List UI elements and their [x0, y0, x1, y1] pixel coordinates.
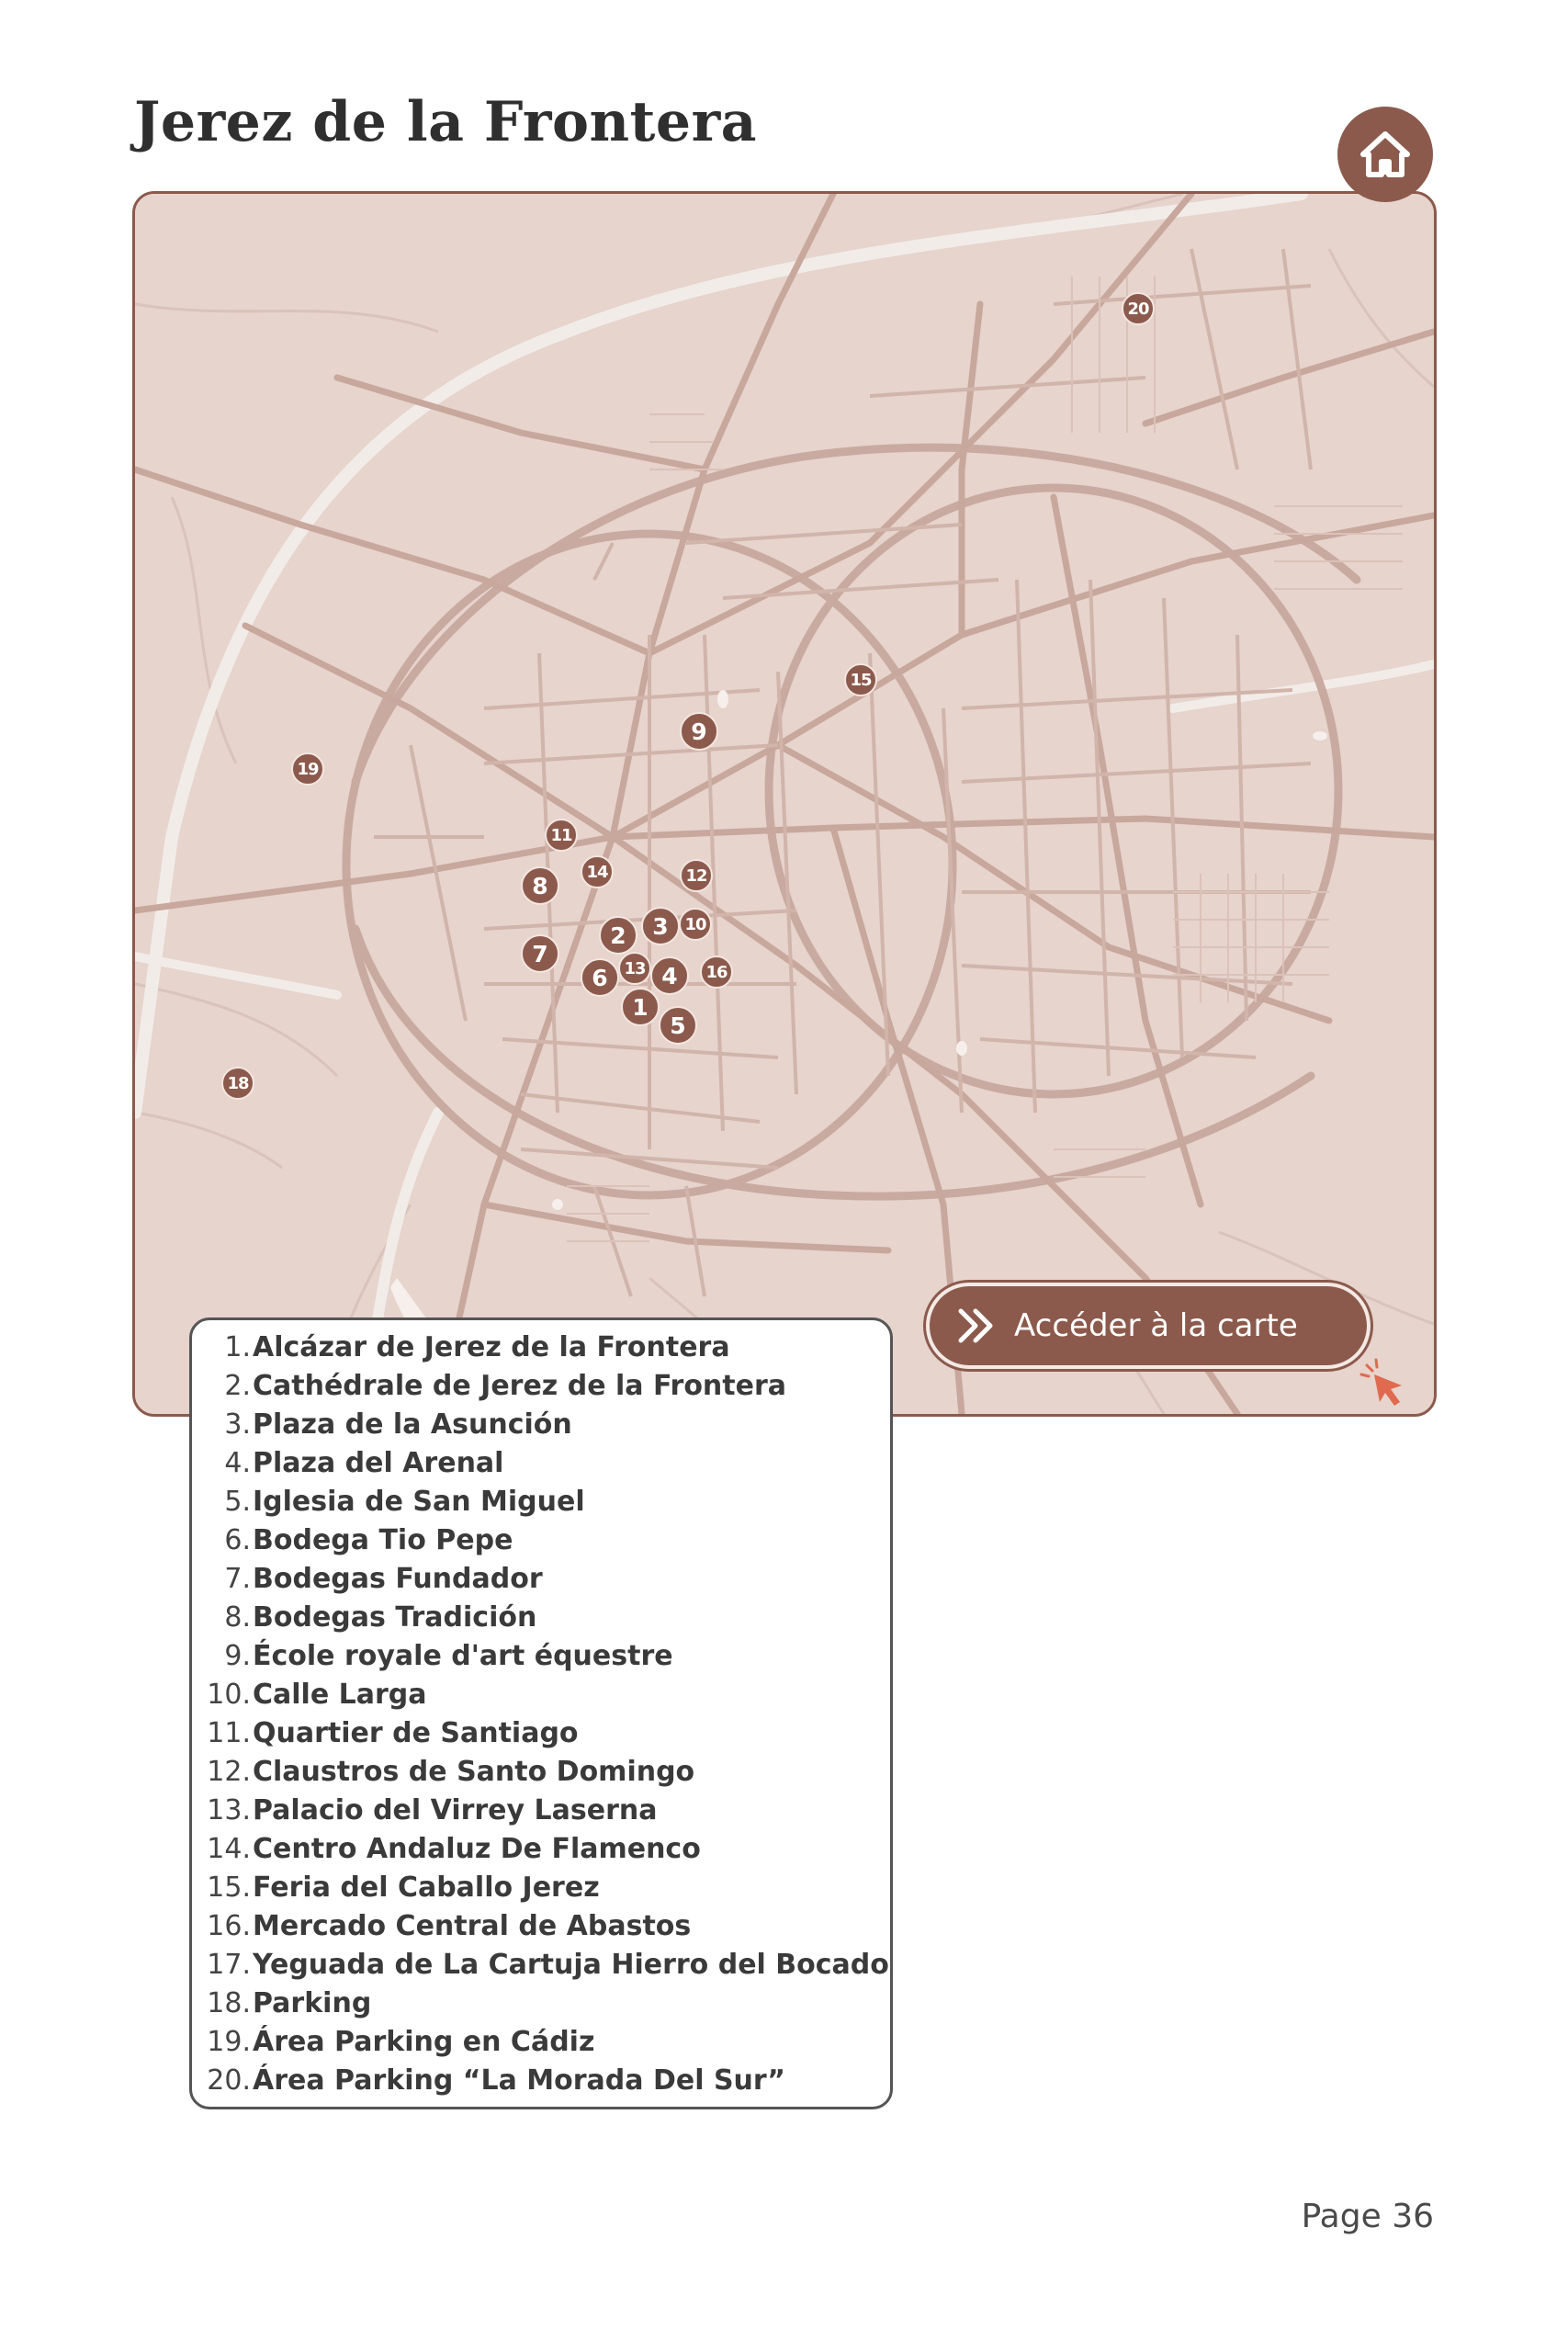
page-number: Page 36	[1301, 2198, 1434, 2235]
legend-item: 18. Parking	[207, 1986, 372, 2019]
legend-item: 9. École royale d'art équestre	[224, 1639, 673, 1672]
legend-item: 12. Claustros de Santo Domingo	[207, 1755, 695, 1788]
map-marker-8[interactable]: 8	[521, 866, 559, 905]
map-marker-14[interactable]: 14	[581, 855, 614, 888]
map-marker-19[interactable]: 19	[291, 752, 324, 786]
map-marker-9[interactable]: 9	[680, 712, 718, 751]
legend-item: 2. Cathédrale de Jerez de la Frontera	[224, 1369, 787, 1402]
map-marker-4[interactable]: 4	[650, 956, 689, 995]
map-marker-7[interactable]: 7	[521, 934, 559, 973]
legend-item: 15. Feria del Caballo Jerez	[207, 1871, 600, 1904]
map-container[interactable]	[132, 191, 1437, 1417]
pointer-click-icon	[1354, 1354, 1413, 1413]
page-title: Jerez de la Frontera	[134, 90, 758, 154]
legend-item: 19. Área Parking en Cádiz	[207, 2025, 595, 2058]
home-button[interactable]	[1337, 107, 1433, 202]
map-marker-6[interactable]: 6	[581, 958, 619, 997]
map-marker-20[interactable]: 20	[1122, 292, 1155, 325]
legend-item: 1. Alcázar de Jerez de la Frontera	[224, 1330, 730, 1363]
legend-item: 10. Calle Larga	[207, 1678, 427, 1711]
map-marker-13[interactable]: 13	[618, 952, 651, 985]
map-marker-16[interactable]: 16	[700, 956, 733, 989]
legend-item: 5. Iglesia de San Miguel	[224, 1485, 585, 1518]
map-marker-15[interactable]: 15	[844, 663, 877, 696]
map-marker-11[interactable]: 11	[545, 819, 578, 852]
double-chevron-right-icon	[957, 1307, 996, 1344]
access-map-button[interactable]	[930, 1286, 1367, 1365]
legend-item: 13. Palacio del Virrey Laserna	[207, 1793, 658, 1826]
legend-item: 8. Bodegas Tradición	[224, 1600, 537, 1634]
map-marker-10[interactable]: 10	[679, 908, 712, 941]
access-map-label: Accéder à la carte	[1014, 1307, 1298, 1344]
legend-item: 16. Mercado Central de Abastos	[207, 1909, 692, 1942]
city-map[interactable]	[135, 194, 1434, 1414]
map-marker-12[interactable]: 12	[680, 859, 713, 892]
map-marker-2[interactable]: 2	[599, 916, 637, 955]
legend-item: 3. Plaza de la Asunción	[224, 1408, 572, 1441]
legend-item: 4. Plaza del Arenal	[224, 1446, 504, 1479]
home-icon	[1358, 127, 1413, 182]
map-marker-18[interactable]: 18	[221, 1067, 254, 1100]
legend-item: 14. Centro Andaluz De Flamenco	[207, 1832, 701, 1865]
legend-item: 6. Bodega Tio Pepe	[224, 1523, 513, 1556]
map-marker-3[interactable]: 3	[641, 907, 680, 945]
legend-item: 20. Área Parking “La Morada Del Sur”	[207, 2064, 785, 2097]
map-marker-5[interactable]: 5	[659, 1006, 697, 1045]
legend-item: 7. Bodegas Fundador	[224, 1562, 543, 1595]
map-marker-1[interactable]: 1	[621, 988, 660, 1026]
legend-item: 11. Quartier de Santiago	[207, 1716, 579, 1749]
map-legend	[189, 1317, 893, 2109]
legend-item: 17. Yeguada de La Cartuja Hierro del Bocado	[207, 1948, 889, 1981]
